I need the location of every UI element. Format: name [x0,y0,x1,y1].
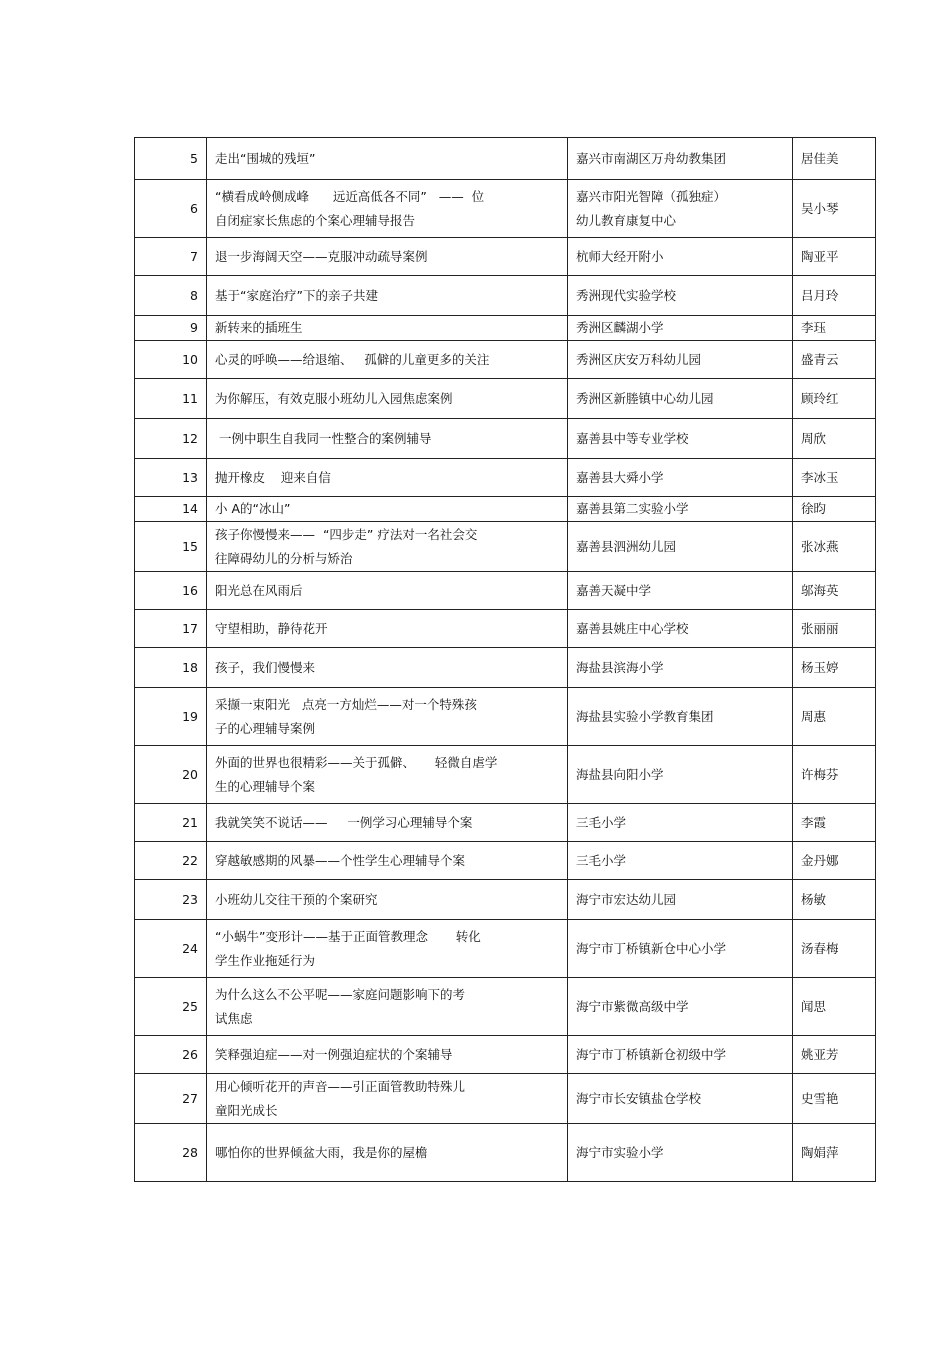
school-name: 嘉善县泗洲幼儿园 [568,522,793,572]
school-name: 秀洲区庆安万科幼儿园 [568,341,793,379]
case-title: 笑释强迫症——对一例强迫症状的个案辅导 [207,1036,568,1074]
table-row [135,138,876,180]
case-title: 孩子你慢慢来—— “四步走” 疗法对一名社会交 往障碍幼儿的分析与矫治 [207,522,568,572]
table-row [135,648,876,688]
author-name: 周惠 [793,688,876,746]
case-title: 阳光总在风雨后 [207,572,568,610]
case-title: 心灵的呼唤——给退缩、 孤僻的儿童更多的关注 [207,341,568,379]
row-number: 7 [135,238,207,276]
case-title: 穿越敏感期的风暴——个性学生心理辅导个案 [207,842,568,880]
author-name: 许梅芬 [793,746,876,804]
author-name: 邬海英 [793,572,876,610]
table-row [135,522,876,572]
table-body [135,138,876,1182]
school-name: 海盐县滨海小学 [568,648,793,688]
row-number: 16 [135,572,207,610]
table-row [135,1124,876,1182]
row-number: 15 [135,522,207,572]
case-title: 小 A的“冰山” [207,497,568,522]
author-name: 杨玉婷 [793,648,876,688]
table-row [135,459,876,497]
author-name: 陶娟萍 [793,1124,876,1182]
row-number: 26 [135,1036,207,1074]
case-title: 新转来的插班生 [207,316,568,341]
case-title: 哪怕你的世界倾盆大雨，我是你的屋檐 [207,1124,568,1182]
row-number: 5 [135,138,207,180]
case-title: 守望相助，静待花开 [207,610,568,648]
row-number: 28 [135,1124,207,1182]
author-name: 杨敏 [793,880,876,920]
row-number: 11 [135,379,207,419]
row-number: 10 [135,341,207,379]
school-name: 海宁市丁桥镇新仓中心小学 [568,920,793,978]
case-title: 用心倾听花开的声音——引正面管教助特殊儿 童阳光成长 [207,1074,568,1124]
school-name: 嘉善天凝中学 [568,572,793,610]
table-row [135,572,876,610]
row-number: 12 [135,419,207,459]
table-row [135,746,876,804]
table-row [135,497,876,522]
author-name: 李霞 [793,804,876,842]
row-number: 27 [135,1074,207,1124]
author-name: 居佳美 [793,138,876,180]
school-name: 海宁市丁桥镇新仓初级中学 [568,1036,793,1074]
table-row [135,341,876,379]
case-title: 为什么这么不公平呢——家庭问题影响下的考 试焦虑 [207,978,568,1036]
author-name: 张丽丽 [793,610,876,648]
table-row [135,316,876,341]
school-name: 三毛小学 [568,804,793,842]
school-name: 海盐县向阳小学 [568,746,793,804]
school-name: 秀洲区新塍镇中心幼儿园 [568,379,793,419]
author-name: 吕月玲 [793,276,876,316]
case-title: 小班幼儿交往干预的个案研究 [207,880,568,920]
author-name: 徐昀 [793,497,876,522]
author-name: 张冰燕 [793,522,876,572]
case-title: 退一步海阔天空——克服冲动疏导案例 [207,238,568,276]
author-name: 李珏 [793,316,876,341]
table-row [135,180,876,238]
row-number: 20 [135,746,207,804]
school-name: 嘉善县姚庄中心学校 [568,610,793,648]
row-number: 14 [135,497,207,522]
school-name: 秀洲区麟湖小学 [568,316,793,341]
row-number: 6 [135,180,207,238]
case-title: 基于“家庭治疗”下的亲子共建 [207,276,568,316]
row-number: 22 [135,842,207,880]
author-name: 顾玲红 [793,379,876,419]
school-name: 嘉善县大舜小学 [568,459,793,497]
case-title: 我就笑笑不说话—— 一例学习心理辅导个案 [207,804,568,842]
school-name: 杭师大经开附小 [568,238,793,276]
school-name: 嘉善县第二实验小学 [568,497,793,522]
table-row [135,419,876,459]
school-name: 嘉善县中等专业学校 [568,419,793,459]
school-name: 海宁市宏达幼儿园 [568,880,793,920]
row-number: 18 [135,648,207,688]
school-name: 嘉兴市阳光智障（孤独症） 幼儿教育康复中心 [568,180,793,238]
row-number: 21 [135,804,207,842]
table-row [135,978,876,1036]
table-row [135,880,876,920]
author-name: 盛青云 [793,341,876,379]
case-title: 走出“围城的残垣” [207,138,568,180]
school-name: 三毛小学 [568,842,793,880]
school-name: 嘉兴市南湖区万舟幼教集团 [568,138,793,180]
row-number: 24 [135,920,207,978]
table-row [135,610,876,648]
row-number: 9 [135,316,207,341]
table-row [135,920,876,978]
school-name: 海盐县实验小学教育集团 [568,688,793,746]
author-name: 金丹娜 [793,842,876,880]
school-name: 海宁市实验小学 [568,1124,793,1182]
author-name: 汤春梅 [793,920,876,978]
case-title: 孩子，我们慢慢来 [207,648,568,688]
table-row [135,276,876,316]
case-title: 外面的世界也很精彩——关于孤僻、 轻微自虐学 生的心理辅导个案 [207,746,568,804]
author-name: 周欣 [793,419,876,459]
row-number: 8 [135,276,207,316]
school-name: 秀洲现代实验学校 [568,276,793,316]
case-title: “横看成岭侧成峰 远近高低各不同” —— 位 自闭症家长焦虑的个案心理辅导报告 [207,180,568,238]
row-number: 17 [135,610,207,648]
author-name: 李冰玉 [793,459,876,497]
school-name: 海宁市长安镇盐仓学校 [568,1074,793,1124]
row-number: 23 [135,880,207,920]
table-row [135,842,876,880]
table-row [135,379,876,419]
school-name: 海宁市紫微高级中学 [568,978,793,1036]
table-row [135,804,876,842]
row-number: 19 [135,688,207,746]
author-name: 姚亚芳 [793,1036,876,1074]
table-row [135,238,876,276]
author-name: 闻思 [793,978,876,1036]
case-title: “小蜗牛”变形计——基于正面管教理念 转化 学生作业拖延行为 [207,920,568,978]
row-number: 25 [135,978,207,1036]
table-row [135,688,876,746]
row-number: 13 [135,459,207,497]
table-row [135,1074,876,1124]
author-name: 史雪艳 [793,1074,876,1124]
case-title: 抛开橡皮 迎来自信 [207,459,568,497]
table-row [135,1036,876,1074]
case-title: 采撷一束阳光 点亮一方灿烂——对一个特殊孩 子的心理辅导案例 [207,688,568,746]
case-title: 一例中职生自我同一性整合的案例辅导 [207,419,568,459]
awards-table [134,137,876,1182]
author-name: 吴小琴 [793,180,876,238]
case-title: 为你解压，有效克服小班幼儿入园焦虑案例 [207,379,568,419]
author-name: 陶亚平 [793,238,876,276]
